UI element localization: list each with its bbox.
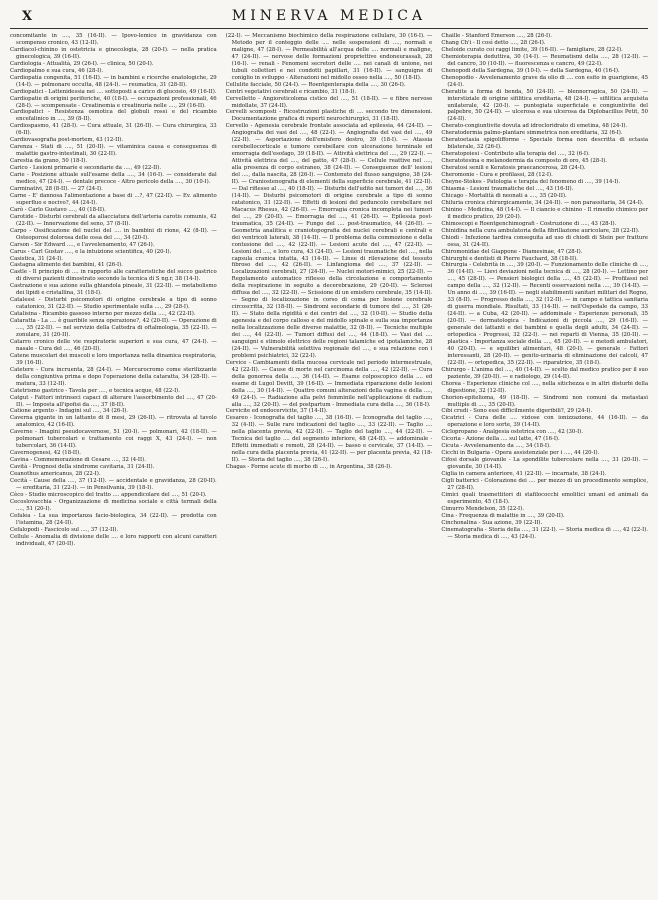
index-entry: Cheromonie - Cura e profilassi, 28 (12-I).	[441, 172, 553, 179]
index-entry: Chorea - Esperienze cliniche col ...., nella sitichezza e in altri disturbi della digestione, 32 (12-II).	[441, 380, 648, 394]
index-entry: Cheratoetasia spigolifforme - Speciale forma non descritta di ectasia bilaterale, 32 (26-I).	[441, 137, 648, 151]
index-entry: Cardiopatici - Resistenza osmotica del globuli rossi e del ricambio encefalinico in ...., 39 (8-II).	[10, 109, 217, 123]
index-column-right	[441, 33, 648, 893]
index-entry: Cicchi in Bulgaria - Opera assistenziale per i ...., 44 (20-I).	[441, 450, 600, 457]
index-entry: Ciglia in camera anteriore, 41 (22-II). — incarnate, 38 (24-I).	[441, 471, 607, 478]
index-entry: Cardiacol-chinino in ostetricia e ginecologia, 28 (20-I). — nella pratica ginecologica, 39 (16-II).	[10, 46, 217, 60]
index-entry: Cina - Frequenza di malattie in ...., 39 (20-II).	[441, 512, 565, 519]
index-entry: Cinematografia - Storia della ...., 31 (22-I). — Storia medica di ...., 42 (22-I). — Storia medica di ...., 43 (24-I).	[441, 526, 648, 540]
index-entry: Cecità - Cause della ...., 37 (12-II). — accidentale e gravidanza, 28 (20-II). — ereditaria, 31 (22-I). — in Pensilvania, 39 (18-I).	[10, 478, 217, 491]
index-entry: Catene muscolari dei muscoli e loro importanza nella dinamica respiratoria, 39 (16-II).	[10, 352, 217, 366]
index-entry: Castrazione e sua azione sulla ghiandola pineale, 31 (22-II). — metabolismo dei lipidi e cristallina, 31 (18-I).	[10, 283, 217, 297]
index-entry: Carestia da grano, 50 (18-I).	[10, 158, 88, 165]
index-entry: Carson - Sir Edward ...., e l'avvelenamento, 47 (26-I).	[10, 241, 155, 248]
index-entry: Cervello - Agenesia cerebrale frontale associata ad epilessia, 44 (24-II). — Angiografia dei vasi del ...., 48 (22-I). — Angiografia del vasi del ...., 49 (22-II). — Asportazione dell'emisfero destro, 39 (18-I). — Atassia cerebellocorticale e tumore cerebellare con ulcerazione terminale ed emorragia dell'esofago, 39 (18-II). — Attività elettrica del ...., 29 (22-I). — Attività elettrica del ...., del gatto, 47 (28-I). — Cellule reattive nel ...., alla presenza di corpo estraneo, 38 (24-II). — Conseguenze dell' lesioni del ...., dalla nascita, 28 (26-I). — Contenuto del flusso sanguigno, 38 (24-II). — Craniostenografia di elementi della superficie cerebrale, 41 (22-II). — Dal riflesso al ...., 40 (18-II). — Disturbi dell'udito nei tumori del ...., 36 (14-II). — Disturbi psicomotori di origine cerebrale a tipo di sonno catatonico, 31 (22-II). — Effetti di lesioni del peduncolo cerebellare nel Macacus Rhesus, 42 (26-II). — Emorragia cronica incompleta nei tumori del ...., 29 (20-II). — Emorragia del ...., 41 (26-II). — Epilessia post-traumatica, 35 (24-II). — Fungo del .... post-traumatico, 44 (26-II). — Geometria analitica e craniotopografia dei nuclei cerebrali e centrali e dei ventricoli laterali, 38 (14-II). — Il problema della commozione e della contusione del ...., 42 (22-II). — Lesioni acute del ...., 47 (22-II). — Lesioni del ...., e loro cura, 43 (24-II). — Lesioni traumatiche del ...., nella capsula cranica intatta, 43 (14-II). — Linee di rilevazione del tessuto fibroso del ...., 42 (26-II). — Linfangioma del ...., 37 (22-II). — Localizzazioni cerebrali, 27 (24-II). — Nuclei motori-mimici, 25 (22-II). — Regolamento automatico riflesso della circolazione e comportamento della respirazione in seguito a decerebrazione, 29 (20-II). — Sclerosi diffusa del ...., 32 (22-II). — Scissione di un emisfero cerebrale, 35 (14-II). — Segno di localizzazione in corso di coma per lesione cerebrale circoscritta, 32 (18-II). — Sindromi secondarie di tumore del ...., 31 (26-II). — Stato della rigidità e dei centri del ...., 32 (10-II). — Studio della agenesia e del corpo calloso e del midollo spinale e sulla sua importanza nella localizzazione delle diverse malattie, 32 (8-II). — Tecniche multiple dei ...., 44 (22-II). — Tumori diffusi del ...., 44 (18-II). — Vasi del .... sanguigni e stimolo elettrico delle regioni talamiche ed ipotalamiche, 28 (24-II). — Vulnerabilità selettiva regionale del ...., e sua relazione con i problemi psichiatrici, 32 (22-I).	[225, 123, 433, 359]
index-entry: Cheratopoiesi - Contributo alla terapia del ...., 32 (6-I).	[441, 151, 590, 158]
index-entry: Cheratosi senili e Keratosis praecancerosa, 28 (24-I).	[441, 165, 586, 172]
index-entry: Ciclopropano - Analgesia ostetrica con ...., 42 (30-I).	[441, 429, 584, 436]
index-entry: Cellule - Anomalia di divisione delle .... e loro rapporti con alcuni caratteri individuali, 47 (20-II).	[10, 533, 217, 547]
index-entry: Chinidina nella cura ambulatoria della fibrillazione auricolare, 28 (22-II).	[441, 227, 640, 234]
index-entry: Cheratodermia palmo-plantare simmetrica non ereditaria, 32 (6-I).	[441, 130, 623, 137]
index-entry: Cataratta - La .... è guaribile senza operazione?, 42 (20-II). — Operazione di ...., 35 (22-II). — nel servizio della Cattedra di oftalmologia, 35 (22-II). — zonulare, 31 (20-II).	[10, 318, 217, 338]
index-entry: Catetrismo gastrico - Tavola per ...., e tecnica acque, 48 (22-I).	[10, 387, 180, 394]
index-entry: Cardiopatici - Lattenidessia nei .... sottoposti a carico di glucosio, 49 (16-II).	[10, 88, 217, 95]
index-entry: Cavernogenesi, 42 (18-II).	[10, 450, 81, 457]
index-entry: Cervelletto - Angioreticoloma cistico del ...., 51 (18-II). — e fibre nervose midollate, 37 (24-II).	[225, 95, 433, 109]
index-entry: Cavina - Commemorazione di Cesare ...., 32 (4-II).	[10, 457, 146, 464]
index-entry: Castle - Il principio di .... in rapporto alle caratteristiche del succo gastrico di diversi pazienti dimostrato secondo la tecnica di S ng.r, 38 (14-I).	[10, 269, 217, 283]
index-entry: Cimici quali trasmettitori di stafilococchi emolitici umani ed animali da esperimento, 45 (18-I).	[441, 491, 648, 505]
index-entry: Cecoslovacchia - Organizzazione di medicina sociale e città termali della ...., 51 (20-I).	[10, 498, 217, 512]
index-columns	[10, 33, 648, 893]
index-entry: Cinchonalina - Sua azione, 39 (22-II).	[441, 519, 543, 526]
index-entry: Chenopodi della Sardegna, 39 (10-I). — della Sardegna, 40 (16-I).	[441, 67, 620, 74]
index-entry: Cherato-congiuntivite dovuta ad idrocloridrato di emetina, 48 (24-I).	[441, 123, 628, 130]
index-entry: Chimoscopi e Roentgenchimografi - Costruzione di ...., 43 (28-I).	[441, 220, 617, 227]
index-entry: Cheloide curato coi raggi limite, 39 (16-II). — famigliare, 28 (22-I).	[441, 46, 623, 53]
index-entry: Cellulite facciale, 50 (24-I). — Roentgenterapia della ...., 30 (26-I).	[225, 81, 406, 88]
index-entry: Cimurro Mendelson, 35 (22-I).	[441, 505, 524, 512]
index-entry: Cicuta - Avvelenamento da ...., 34 (18-I).	[441, 443, 551, 450]
index-entry: Cavità - Prognosi della sindrome cavitaria, 31 (24-II).	[10, 464, 155, 471]
index-entry: Catarro cronico delle vie respiratorie superiori e sua cura, 47 (24-I). — nasale - Cura del ...., 46 (20-II).	[10, 338, 217, 352]
index-entry: Chang Ch'i - Il così detto ...., 28 (26-I).	[441, 39, 546, 46]
index-entry: Catalessi - Disturbi psicomotori di origine cerebrale a tipo di sonno catatonico, 31 (22-II). — Studio sperimentale sulla ...., 29 (28-I).	[10, 297, 217, 311]
index-entry: Cervelli scomposti - Ricostruzioni plastiche di .... secondo tre dimensioni. Documentazione grafica di reperti neurochirurgici, 31 (18-II).	[225, 109, 433, 123]
index-entry: Cheyne-Stokes - Patologia e terapia del fenomeno di ...., 39 (14-I).	[441, 179, 621, 186]
index-entry: Carenza - Stati di ...., 51 (20-II). — vitaminica causa e conseguenza di malattie gastro-intestinali, 30 (22-II).	[10, 144, 217, 158]
index-entry: Catgut - Fattori intrinseci capaci di alterare l'assorbimento del ...., 47 (20-II). — Imposta all'ipofisi da ...., 37 (8-II).	[10, 394, 217, 408]
index-entry: Carotide - Disturbi cerebrali da allacciatura dell'arteria carotis comunis, 42 (22-II). — Innervazione del seno, 37 (8-II).	[10, 213, 217, 227]
index-entry: Chiluria cronica chirurgicamente, 34 (24-II). — non parassitaria, 34 (24-I).	[441, 199, 644, 206]
index-entry: Chiromonidae del Giappone - Diamesinae, 47 (28-I).	[441, 248, 583, 255]
index-entry: Chiasma - Lesioni traumatiche del ...., 43 (16-II).	[441, 185, 574, 192]
index-entry: Chinino - Medicina, 48 (14-I). — Il ciancio e chinino - Il rimedio chimico per il medico pratico, 29 (20-I).	[441, 206, 648, 220]
index-entry: Chirurgia - Celebrità in ...., 39 (20-I). — Funzionamento delle cliniche di ...., 36 (14-II). — Lievi deviazioni nella tecnica di ...., 28 (20-I). — Lettino per ...., 45 (28-II). — Pensieri biologici della ...., 45 (22-II). — Profilassi nel campo della ...., 32 (12-II). — Recenti osservazioni nella ...., 39 (14-II). — Un anno di ...., 39 (16-II). — negli stabilimenti sanitari militari del Regno, 33 (8-II). — Progresso della ...., 32 (12-II). — in campo e tattica sanitaria di guerra mondiale. Risultati, 33 (14-II). — nell'Ospedale da campo, 33 (24-II). — a Cuba, 42 (20-II). — addominale - Esperienze personali, 35 (20-II). — dermatologica - Indicazioni di piccola ...., 29 (16-II). — generale dei lattanti e dei bambini e quella degli adulti, 34 (24-II). — ortopedica - Progressi, 32 (22-I). — nei reparti di Vienna, 35 (20-II). — plastica - Importanza sociale della ...., 45 (20-II). — e metodi ambulatori, 40 (20-II). — e squilibri alimentari, 48 (20-I). — generale - Fattori interessanti, 28 (20-II). — genito-urinaria di eliminazione dei calcoli, 47 (22-II). — ortopedica, 35 (22-II). — riparatrice, 35 (18-I).	[441, 262, 648, 366]
index-entry: (22-I). — Meccanismo biochimico della respirazione cellulare, 30 (16-I). — Metodo per il conteggio delle .... nelle sospensioni di ...., normali e maligne, 47 (28-I). — Permeabilità all'acqua delle .... normali e maligne, 47 (24-II). — nervose delle formazioni propriettive endoneurassali, 28 (16-I). — renali - Fenomeni secretori delle .... nei canali di unione, nei tubuli collettori e nei condotti papillari, 31 (16-II). — sanguigne di coniglio in sviluppo - Alterazioni nel midollo osseo nella ...., 50 (18-II).	[225, 33, 433, 81]
index-entry: Carne - E' dannosa l'alimentazione a base di ...?, 47 (22-II). — Ev. alimento superfluo e nocivo?, 44 (24-I).	[10, 192, 217, 206]
index-entry: Carico - Lesioni primarie e secondarie da ...., 49 (22-II).	[10, 165, 162, 172]
running-title: MINERVA MEDICA	[231, 8, 427, 24]
index-entry: Carpo - Ossificazione del nuclei del .... in bambini di rione, 42 (8-II). — Osteoporosi dolorosa delle ossa del ...., 34 (20-I).	[10, 227, 217, 241]
index-entry: Cardiopalmo e sua cura, 46 (28-I).	[10, 67, 104, 74]
index-entry: Cardiospasmo, 41 (28-I). — Cura attuale, 31 (26-II). — Cura chirurgica, 33 (6-II).	[10, 123, 217, 137]
index-entry: Chorion-epitelioma, 49 (18-II). — Sindromi non comuni da metastasi multiple di ...., 35 (20-II).	[441, 394, 648, 408]
index-entry: Castagna alimento dei bambini, 41 (26-I).	[10, 262, 123, 269]
index-entry: Cigli batterici - Colorazione dei .... per mezzo di un procedimento semplice, 27 (28-II).	[441, 478, 648, 491]
index-entry: Carminativi, 28 (8-II). — 27 (24-I).	[10, 185, 103, 192]
index-entry: Cifosi dorsale giovanile - La spondilite tubercolare nella ...., 31 (20-II). — giovanile, 30 (14-II).	[441, 457, 648, 471]
index-entry: Chirurgo - L'anima del ...., 40 (14-II). — scelto dal medico pratico per il suo paziente, 39 (20-II). — e radiologo, 29 (14-II).	[441, 366, 648, 380]
index-entry: Centri vegetativi cerebrali e ricambio, 31 (18-I).	[225, 88, 357, 95]
index-entry: Ceanothus americanus, 28 (22-I).	[10, 471, 101, 478]
index-entry: Catione argento - Indagini sul ...., 34 (26-I).	[10, 408, 128, 415]
index-entry: Catetere - Cura incruenta, 28 (24-I). — Mercurocromo come sterilizzante della congiuntiva prima e dopo l'operazione della cataratta, 34 (28-II). — matura, 33 (12-II).	[10, 366, 217, 387]
index-entry: Cardiopatia congenita, 51 (16-II). — in bambini e ricerche enatologiche, 29 (14-I). — polmonare occulta, 48 (24-I). — reumatica, 31 (28-II).	[10, 74, 217, 88]
index-entry: Casistica, 31 (24-I).	[10, 255, 63, 262]
page-number: X	[22, 9, 33, 24]
index-entry: Caverne - Imagini pseudocavernose, 51 (20-I). — polmonari, 42 (18-II). — polmonari tubercolari e trattamento coi raggi X, 43 (24-I). — non tubercolari, 36 (14-II).	[10, 429, 217, 450]
page-header	[10, 6, 648, 29]
index-entry: concomitante in ...., 35 (16-II). — Ipovo-lemico in gravidanza con scompenso cronico, 43 (12-II).	[10, 33, 217, 46]
index-entry: Cardiopatie di origini periferiche, 40 (18-I). — occupazioni professionali, 46 (28-I). — scompensate - Creatinemia e creatinuria nelle ...., 29 (16-II).	[10, 95, 217, 109]
index-entry: Chaille - Stanford Emerson ...., 28 (26-I).	[441, 33, 552, 39]
index-entry: Carus - Carl Gustav ...., e la intuizione scientifica, 40 (20-I).	[10, 248, 172, 255]
index-entry: Cervicite ed endocervicite, 37 (14-II).	[225, 408, 328, 415]
index-entry: Cicoria - Azione della .... sul latte, 47 (16-I).	[441, 436, 560, 443]
index-column-left	[10, 33, 217, 893]
index-entry: Cardiovasografia post-mortem, 43 (12-II).	[10, 137, 124, 144]
index-entry: Cicatrici - Cura delle .... viziose con ionizzazione, 44 (16-II). — da operazione e loro sorte, 39 (14-II).	[441, 415, 648, 429]
index-entry: Chiodi - Infezione tardiva conseguita ad uso di chiodi di Stein per fratture ossa, 31 (24-II).	[441, 234, 648, 248]
index-entry: Cesareo - Iconografia del taglio ...., 38 (16-II). — Iconografia del taglio ...., 32 (4-II). — Sulle rare indicazioni del taglio ...., 33 (22-II). — Taglio .... nella placenta previa, 42 (22-II). — Taglio del taglio ...., 44 (22-II). — Tecnica del taglio .... del segmento inferiore, 48 (24-II). — addominale - Effetti immediati e remoti, 28 (24-II). — basso e cervicale, 37 (14-II). — nella cura della placenta previa, 41 (22-II). — per placenta previa, 42 (18-II). — Storia del taglio ...., 38 (26-I).	[225, 415, 433, 464]
index-entry: Chirurghi e dentisti di Pierre Fauchard, 38 (18-II).	[441, 255, 578, 262]
index-entry: Catalisina - Ricambio gassoso interno per mezzo della ...., 42 (22-II).	[10, 311, 196, 318]
index-entry: Chenopodio - Avvelenamento grave da olio di .... con esito in guarigione, 45 (24-I).	[441, 74, 648, 88]
index-entry: Chemioterapia deduttiva, 30 (14-I). — Reumatismi della ...., 28 (12-II). — del cancro, 30 (10-II). — fluorescenza e cancro, 49 (22-I).	[441, 53, 648, 67]
index-column-middle	[226, 33, 433, 893]
index-entry: Cervice - Cambiamenti della mucosa cervicale nel periodo intermestruale, 42 (22-II). — Cause di morte nel carcinoma della ...., 42 (22-II). — Cura della gonorrea della ...., 36 (14-II). — Esame colposcopico della .... ed esame di Lugol Devitt, 39 (16-II). — Immediata riparazione delle lesioni della ...., 30 (14-II). — Quattro comuni alterazioni della vagina e della ...., 49 (24-I). — Radiazione alla pelvi femminile nell'applicazione di radium alla ...., 32 (20-II). — del postpartum - Immediata cura della ...., 36 (18-I).	[225, 359, 433, 408]
index-entry: Cefalea - La sua importanza facio-biologica, 34 (22-II). — prodotta con l'istamina, 28 (24-II).	[10, 512, 217, 526]
index-entry: Cèco - Studio microscopico del tratto .... appendicolare del ...., 51 (20-I).	[10, 491, 207, 498]
index-entry: Caverna gigante in un lattante di 8 mesi, 29 (26-II). — ritrovata al tavolo anatomico, 42 (16-II).	[10, 415, 217, 429]
index-entry: Chicago - Mortalità di neonati a ...., 35 (20-II).	[441, 192, 567, 199]
index-entry: Cheratotesina e melanodermia da composto di oro, 45 (28-I).	[441, 158, 607, 165]
index-entry: Cheratite a forma di benda, 50 (24-II). — blennorragica, 50 (24-II). — interstiziale di origine sifilitica ereditaria, 48 (24-I). — sifilitica acquisita unilaterale, 42 (20-I). — puntegiata superficiale e congiuntivite del palpebre, 50 (24-II). — ulcerosa e sua ulcerosa da Diplobacillus Petit, 50 (24-II).	[441, 88, 648, 123]
index-entry: Cardiologia - Attualità, 29 (26-I). — clinica, 50 (20-I).	[10, 60, 154, 67]
index-entry: Carie - Posizione attuale sull'esame della ...., 34 (16-I). — considerate dal medico, 47 (24-I). — dentale precoce - Altro pericolo della ...., 30 (10-I).	[10, 172, 217, 186]
index-entry: Carò - Carlo Gustavo ...., 40 (18-II).	[10, 206, 106, 213]
index-entry: Chagas - Forme acute di morbo di ...., in Argentina, 38 (26-I).	[225, 464, 392, 471]
index-entry: Cibi crudi - Sono essi difficilmente digeribili?, 29 (24-I).	[441, 408, 593, 415]
index-entry: Cefalopodi - Fascicolo sul ...., 37 (12-II).	[10, 526, 119, 533]
